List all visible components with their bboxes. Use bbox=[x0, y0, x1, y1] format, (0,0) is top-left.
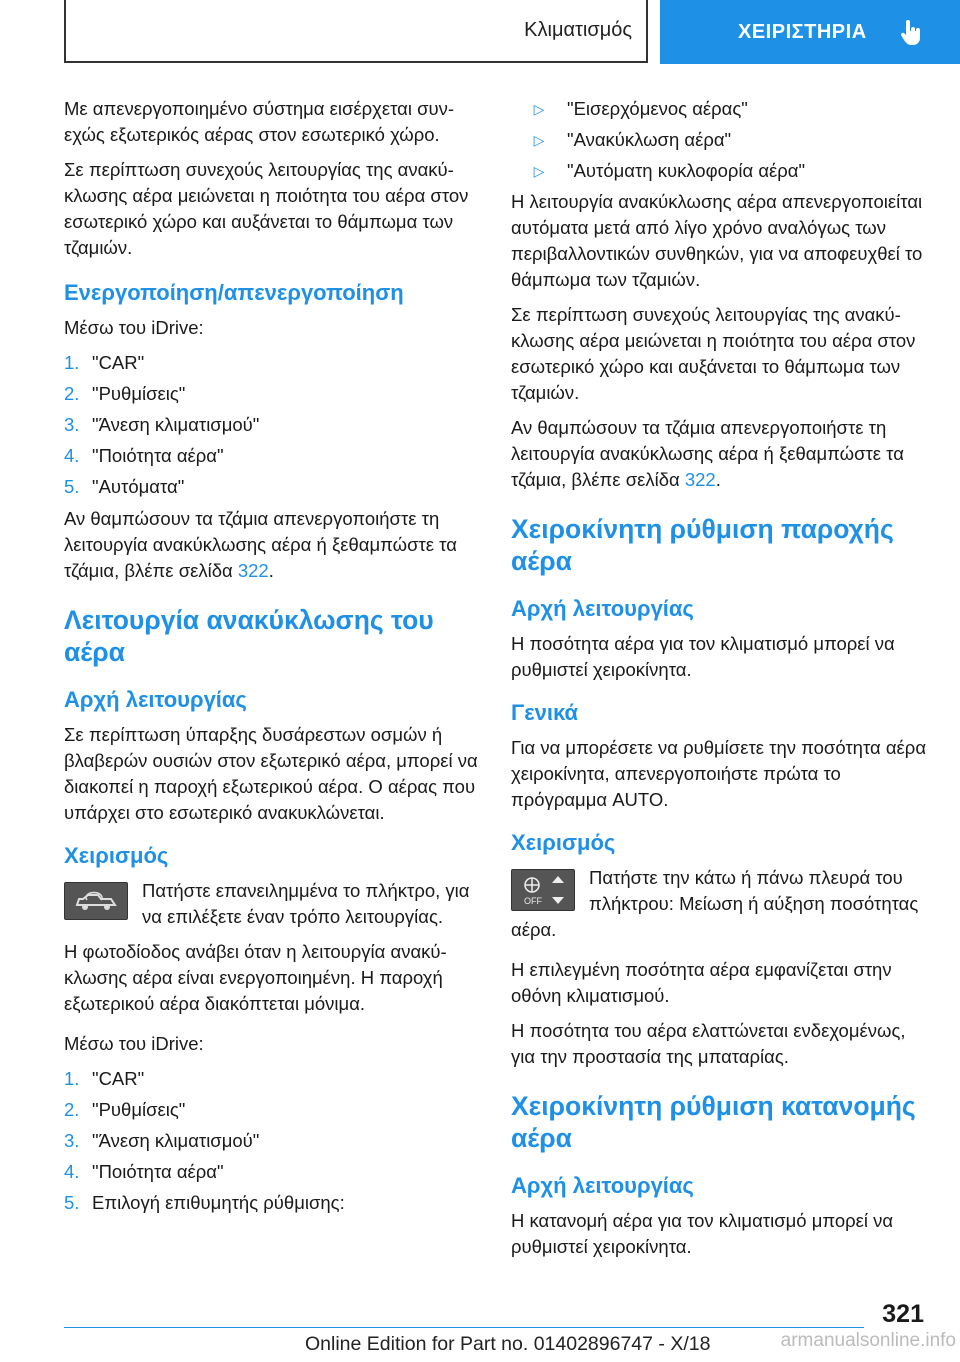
step-number: 2. bbox=[64, 1099, 80, 1120]
heading-recirculation: Λειτουργία ανακύκλωσης του αέρα bbox=[64, 605, 434, 667]
paragraph: Η φωτοδίοδος ανάβει όταν η λειτουργία ανακύκλωσης αέρα είναι ενεργοποιημένη. Η παροχή εξωτερικού αέρα διακόπτεται μόνιμα. bbox=[64, 941, 447, 1014]
paragraph: Η κατανομή αέρα για τον κλιματισμό μπορεί να ρυθμιστεί χειροκίνητα. bbox=[511, 1210, 894, 1257]
list-item bbox=[64, 350, 486, 376]
list-item bbox=[64, 381, 486, 407]
paragraph: Πατήστε επανειλημμένα το πλήκτρο, για να επιλέξετε έναν τρόπο λειτουργίας. bbox=[142, 880, 470, 927]
section-title: Κλιματισμός bbox=[524, 19, 632, 41]
fan-button-icon bbox=[511, 869, 575, 911]
step-number: 5. bbox=[64, 476, 80, 497]
list-item bbox=[511, 127, 933, 153]
option-text: "Εισερχόμενος αέρας" bbox=[567, 98, 748, 119]
step-number: 4. bbox=[64, 1161, 80, 1182]
heading-manual-flow: Χειροκίνητη ρύθμιση παροχής αέρα bbox=[511, 514, 894, 576]
step-number: 4. bbox=[64, 445, 80, 466]
step-text: "Ρυθμίσεις" bbox=[92, 383, 186, 404]
paragraph: Με απενεργοποιημένο σύστημα εισέρχεται συνεχώς εξωτερικός αέρας στον εσωτερικό χώρο. bbox=[64, 98, 455, 145]
step-number: 1. bbox=[64, 352, 80, 373]
step-text: "Άνεση κλιματισμού" bbox=[92, 414, 260, 435]
step-number: 2. bbox=[64, 383, 80, 404]
paragraph: Σε περίπτωση συνεχούς λειτουργίας της ανακύκλωσης αέρα μειώνεται η ποιότητα του αέρα στον εσωτερικό χώρο και αυξάνεται το θάμπωμα των τζαμιών. bbox=[64, 159, 469, 258]
step-text: "Αυτόματα" bbox=[92, 476, 185, 497]
list-item bbox=[511, 158, 933, 184]
paragraph: Η ποσότητα του αέρα ελαττώνεται ενδεχομένως, για την προστασία της μπαταρίας. bbox=[511, 1020, 906, 1067]
chapter-title: ΧΕΙΡΙΣΤΗΡΙΑ bbox=[738, 20, 867, 43]
fan-off-label: OFF bbox=[524, 896, 542, 906]
icon-paragraph bbox=[64, 878, 486, 930]
step-number: 3. bbox=[64, 414, 80, 435]
step-number: 1. bbox=[64, 1068, 80, 1089]
idrive-steps-1 bbox=[64, 350, 486, 500]
triangle-bullet-icon: ▷ bbox=[533, 101, 545, 117]
heading-principle: Αρχή λειτουργίας bbox=[511, 1173, 694, 1198]
paragraph: Η λειτουργία ανακύκλωσης αέρα απενεργοποιείται αυτόματα μετά από λίγο χρόνο αναλόγως των περιβαλλοντικών συνθηκών, για να αποφευχθεί το θάμπωμα των τζαμιών. bbox=[511, 191, 923, 290]
list-item bbox=[64, 474, 486, 500]
step-number: 5. bbox=[64, 1192, 80, 1213]
footer-edition: Online Edition for Part no. 01402896747 - X/18 bbox=[305, 1333, 711, 1355]
list-item bbox=[64, 1159, 486, 1185]
step-text: "Ποιότητα αέρα" bbox=[92, 445, 224, 466]
right-column bbox=[511, 96, 933, 1269]
step-number: 3. bbox=[64, 1130, 80, 1151]
heading-manual-distribution: Χειροκίνητη ρύθμιση κατανομής αέρα bbox=[511, 1091, 916, 1153]
option-text: "Αυτόματη κυκλοφορία αέρα" bbox=[567, 160, 806, 181]
paragraph: Μέσω του iDrive: bbox=[64, 317, 204, 338]
paragraph: Για να μπορέσετε να ρυθμίσετε την ποσότητα αέρα χειροκίνητα, απενεργοποιήστε πρώτα το πρόγραμμα AUTO. bbox=[511, 737, 927, 810]
heading-operation: Χειρισμός bbox=[64, 843, 169, 868]
section-tab bbox=[64, 0, 648, 63]
list-item bbox=[64, 1097, 486, 1123]
paragraph bbox=[64, 506, 486, 584]
heading-principle: Αρχή λειτουργίας bbox=[64, 687, 247, 712]
paragraph: Πατήστε την κάτω ή πάνω πλευρά του πλήκτρου: Μείωση ή αύξηση ποσότητας αέρα. bbox=[511, 867, 919, 940]
list-item bbox=[64, 443, 486, 469]
paragraph: Σε περίπτωση συνεχούς λειτουργίας της ανακύκλωσης αέρα μειώνεται η ποιότητα του αέρα στον εσωτερικό χώρο και αυξάνεται το θάμπωμα των τζαμιών. bbox=[511, 304, 916, 403]
step-text: "Ρυθμίσεις" bbox=[92, 1099, 186, 1120]
text: . bbox=[715, 469, 721, 490]
paragraph bbox=[511, 415, 933, 493]
heading-general: Γενικά bbox=[511, 700, 579, 725]
page-number: 321 bbox=[882, 1300, 924, 1328]
page-link[interactable]: 322 bbox=[237, 560, 269, 581]
heading-operation: Χειρισμός bbox=[511, 830, 616, 855]
page-link[interactable]: 322 bbox=[684, 469, 716, 490]
paragraph: Μέσω του iDrive: bbox=[64, 1033, 204, 1054]
list-item bbox=[64, 1128, 486, 1154]
text: Αν θαμπώσουν τα τζάμια απενεργοποιήστε τη λειτουργία ανακύκλωσης αέρα ή ξεθαμπώστε τα τζάμια, βλέπε σελίδα bbox=[64, 508, 457, 581]
heading-activation: Ενεργοποίηση/απενεργοποίηση bbox=[64, 280, 404, 305]
text: Αν θαμπώσουν τα τζάμια απενεργοποιήστε τη λειτουργία ανακύκλωσης αέρα ή ξεθαμπώστε τα τζάμια, βλέπε σελίδα bbox=[511, 417, 904, 490]
option-text: "Ανακύκλωση αέρα" bbox=[567, 129, 732, 150]
paragraph: Η επιλεγμένη ποσότητα αέρα εμφανίζεται στην οθόνη κλιματισμού. bbox=[511, 959, 892, 1006]
chapter-banner bbox=[660, 0, 960, 64]
list-item bbox=[64, 1066, 486, 1092]
text: . bbox=[268, 560, 274, 581]
heading-principle: Αρχή λειτουργίας bbox=[511, 596, 694, 621]
idrive-steps-2 bbox=[64, 1066, 486, 1216]
paragraph: Η ποσότητα αέρα για τον κλιματισμό μπορεί να ρυθμιστεί χειροκίνητα. bbox=[511, 633, 895, 680]
icon-paragraph bbox=[511, 865, 933, 943]
watermark: armanualsonline.info bbox=[780, 1330, 956, 1351]
list-item bbox=[511, 96, 933, 122]
step-text: Επιλογή επιθυμητής ρύθμισης: bbox=[92, 1192, 345, 1213]
step-text: "Ποιότητα αέρα" bbox=[92, 1161, 224, 1182]
option-list bbox=[511, 96, 933, 184]
triangle-bullet-icon: ▷ bbox=[533, 163, 545, 179]
step-text: "CAR" bbox=[92, 1068, 145, 1089]
page-header bbox=[0, 0, 960, 66]
list-item bbox=[64, 1190, 486, 1216]
paragraph: Σε περίπτωση ύπαρξης δυσάρεστων οσμών ή βλαβερών ουσιών στον εξωτερικό αέρα, μπορεί να διακοπεί η παροχή εξωτερικού αέρα. Ο αέρας που υπάρχει στο εσωτερικό ανακυκλώνεται. bbox=[64, 724, 478, 823]
hand-pointer-icon bbox=[900, 20, 922, 46]
car-recirculation-icon bbox=[64, 882, 128, 920]
left-column bbox=[64, 96, 486, 1222]
footer-divider bbox=[64, 1327, 864, 1328]
step-text: "CAR" bbox=[92, 352, 145, 373]
step-text: "Άνεση κλιματισμού" bbox=[92, 1130, 260, 1151]
list-item bbox=[64, 412, 486, 438]
triangle-bullet-icon: ▷ bbox=[533, 132, 545, 148]
